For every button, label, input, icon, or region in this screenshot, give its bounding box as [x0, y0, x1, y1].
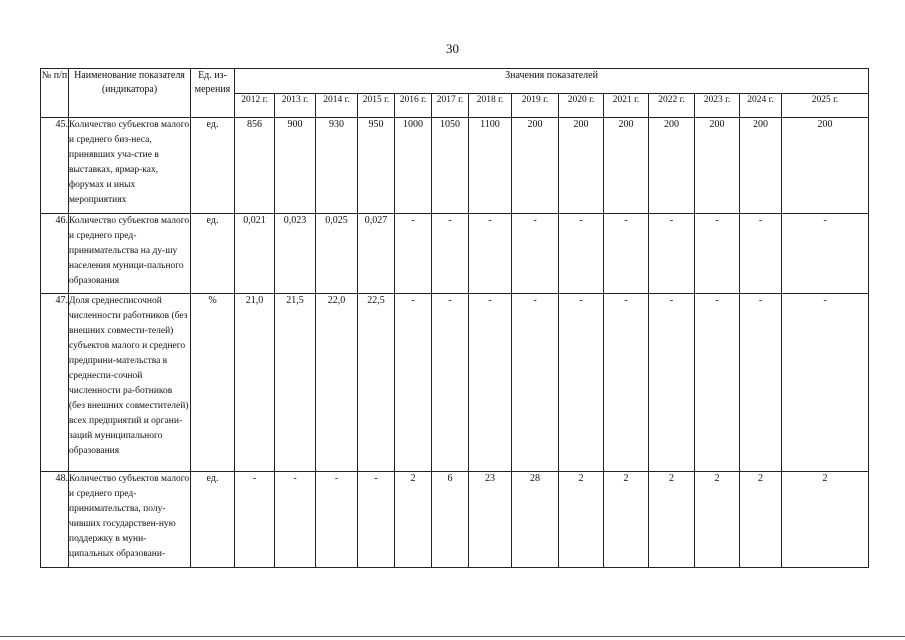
- header-year: 2022 г.: [649, 94, 695, 118]
- row-value: -: [432, 294, 469, 472]
- header-year: 2021 г.: [604, 94, 649, 118]
- row-value: -: [649, 214, 695, 294]
- header-year: 2014 г.: [316, 94, 358, 118]
- table-row: [41, 214, 869, 294]
- row-name: Количество субъектов малого и среднего пред-принимательства, полу-чивших государствен-ную поддержку в муни-ципальных образовани-: [69, 472, 191, 568]
- row-value: 900: [275, 118, 316, 214]
- page-edge-line: [0, 636, 905, 637]
- header-year: 2012 г.: [235, 94, 275, 118]
- table-row: [41, 294, 869, 472]
- header-year: 2013 г.: [275, 94, 316, 118]
- row-value: 200: [604, 118, 649, 214]
- header-unit: Ед. из-мерения: [191, 69, 235, 118]
- table-row: [41, 118, 869, 214]
- row-value: 856: [235, 118, 275, 214]
- row-value: 2: [782, 472, 869, 568]
- indicators-table: [40, 68, 869, 568]
- row-value: -: [782, 294, 869, 472]
- row-value: 2: [740, 472, 782, 568]
- row-value: 0,027: [358, 214, 395, 294]
- row-value: 0,021: [235, 214, 275, 294]
- row-value: -: [469, 294, 512, 472]
- row-value: 6: [432, 472, 469, 568]
- header-num: № п/п: [41, 69, 69, 118]
- row-unit: ед.: [191, 118, 235, 214]
- row-value: -: [358, 472, 395, 568]
- page-number: 30: [446, 41, 459, 56]
- row-name: Доля среднесписочной численности работников (без внешних совмести-телей) субъектов малого и среднего предприни-мательства в среднеспи-сочной численности ра-ботников (без внешних совместителей) всех предприятий и органи-заций муниципального образования: [69, 294, 191, 472]
- row-value: 200: [782, 118, 869, 214]
- row-value: 1100: [469, 118, 512, 214]
- row-value: 0,023: [275, 214, 316, 294]
- row-value: 23: [469, 472, 512, 568]
- row-value: 2: [695, 472, 740, 568]
- row-value: -: [275, 472, 316, 568]
- row-value: 2: [559, 472, 604, 568]
- row-value: -: [469, 214, 512, 294]
- row-value: 0,025: [316, 214, 358, 294]
- row-value: -: [235, 472, 275, 568]
- header-year: 2016 г.: [395, 94, 432, 118]
- header-year: 2018 г.: [469, 94, 512, 118]
- row-value: -: [559, 214, 604, 294]
- row-value: 200: [559, 118, 604, 214]
- row-unit: ед.: [191, 214, 235, 294]
- header-year: 2015 г.: [358, 94, 395, 118]
- header-year: 2017 г.: [432, 94, 469, 118]
- row-name: Количество субъектов малого и среднего пред-принимательства на ду-шу населения муници-пального образования: [69, 214, 191, 294]
- row-value: 28: [512, 472, 559, 568]
- row-num: 45.: [41, 118, 69, 214]
- row-value: -: [395, 294, 432, 472]
- row-value: -: [695, 294, 740, 472]
- header-year: 2023 г.: [695, 94, 740, 118]
- row-value: -: [512, 214, 559, 294]
- row-value: -: [604, 214, 649, 294]
- row-unit: ед.: [191, 472, 235, 568]
- row-value: -: [695, 214, 740, 294]
- row-value: 22,5: [358, 294, 395, 472]
- row-value: 1000: [395, 118, 432, 214]
- row-value: -: [395, 214, 432, 294]
- row-value: -: [649, 294, 695, 472]
- row-value: 200: [649, 118, 695, 214]
- row-value: 1050: [432, 118, 469, 214]
- row-value: 200: [740, 118, 782, 214]
- row-value: 22,0: [316, 294, 358, 472]
- row-value: 2: [649, 472, 695, 568]
- row-value: -: [740, 294, 782, 472]
- header-year: 2025 г.: [782, 94, 869, 118]
- row-value: -: [432, 214, 469, 294]
- header-year: 2019 г.: [512, 94, 559, 118]
- row-value: 2: [604, 472, 649, 568]
- row-value: -: [782, 214, 869, 294]
- row-num: 47.: [41, 294, 69, 472]
- row-value: -: [316, 472, 358, 568]
- row-unit: %: [191, 294, 235, 472]
- row-value: -: [559, 294, 604, 472]
- row-value: 21,0: [235, 294, 275, 472]
- row-value: -: [604, 294, 649, 472]
- header-year: 2020 г.: [559, 94, 604, 118]
- row-value: 200: [695, 118, 740, 214]
- row-value: 950: [358, 118, 395, 214]
- row-value: 930: [316, 118, 358, 214]
- header-year: 2024 г.: [740, 94, 782, 118]
- row-value: -: [512, 294, 559, 472]
- table-row: [41, 472, 869, 568]
- header-name: Наименование показателя (индикатора): [69, 69, 191, 118]
- row-value: 2: [395, 472, 432, 568]
- row-name: Количество субъектов малого и среднего биз-неса, принявших уча-стие в выставках, ярмар-ках, форумах и иных мероприятиях: [69, 118, 191, 214]
- row-num: 46.: [41, 214, 69, 294]
- row-value: 200: [512, 118, 559, 214]
- row-num: 48.: [41, 472, 69, 568]
- row-value: 21,5: [275, 294, 316, 472]
- header-values: Значения показателей: [235, 69, 869, 94]
- row-value: -: [740, 214, 782, 294]
